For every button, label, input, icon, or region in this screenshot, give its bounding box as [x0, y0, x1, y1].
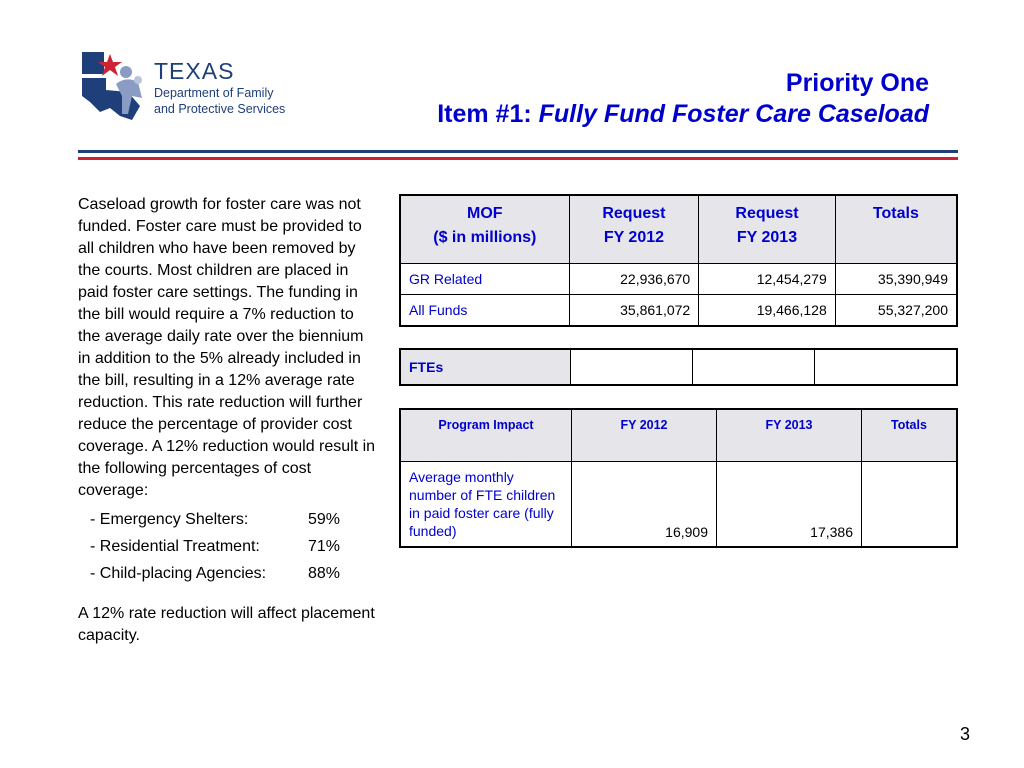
mof-table — [399, 194, 958, 327]
bullet-value: 88% — [308, 565, 341, 582]
table-header-row — [400, 195, 957, 264]
cell-fy2012 — [571, 349, 693, 385]
row-label: Average monthly number of FTE children in paid foster care (fully funded) — [400, 462, 572, 548]
header-rule-blue — [78, 150, 958, 153]
row-label: All Funds — [400, 295, 569, 327]
table-row — [400, 462, 957, 548]
logo-protective-text: and Protective Services — [154, 102, 286, 116]
page-number: 3 — [959, 724, 970, 744]
cell-total: 35,390,949 — [835, 264, 957, 295]
table-row — [400, 349, 957, 385]
logo-texas-text: TEXAS — [154, 58, 235, 84]
bullet-label: - Child-placing Agencies: — [90, 565, 267, 582]
program-impact-table — [399, 408, 958, 548]
cell-fy2013: 17,386 — [717, 462, 862, 548]
cell-total — [862, 462, 958, 548]
bullet-value: 71% — [308, 538, 341, 555]
cell-fy2012: 35,861,072 — [569, 295, 699, 327]
table-row — [400, 264, 957, 295]
body-paragraph: Caseload growth for foster care was not funded. Foster care must be provided to all children who have been removed by the courts. Most children are placed in paid foster care settings. The funding in the bill would require a 7% reduction to the average daily rate over the biennium in addition to the 5% already included in the bill, resulting in a 12% average rate reduction. This rate reduction will further reduce the percentage of provider cost coverage. A 12% reduction would result in the following percentages of cost coverage: — [78, 196, 376, 499]
header-mof: MOF ($ in millions) — [400, 195, 569, 264]
bullet-value: 59% — [308, 511, 341, 528]
dfps-logo — [80, 50, 290, 125]
cell-fy2012: 16,909 — [572, 462, 717, 548]
cell-fy2013: 19,466,128 — [699, 295, 836, 327]
header-fy2013: FY 2013 — [717, 409, 862, 462]
list-item — [78, 506, 378, 533]
bullet-label: - Residential Treatment: — [90, 538, 260, 555]
table-row — [400, 295, 957, 327]
slide-title — [437, 68, 929, 130]
header-rule-red — [78, 157, 958, 160]
bullet-label: - Emergency Shelters: — [90, 511, 249, 528]
cell-fy2013: 12,454,279 — [699, 264, 836, 295]
row-label: GR Related — [400, 264, 569, 295]
closing-paragraph: A 12% rate reduction will affect placement capacity. — [78, 605, 375, 644]
list-item — [78, 560, 378, 587]
list-item — [78, 533, 378, 560]
cell-total — [815, 349, 957, 385]
logo-department-text: Department of Family — [154, 86, 274, 100]
title-italic: Fully Fund Foster Care Caseload — [538, 100, 929, 128]
title-line-2 — [437, 98, 929, 130]
title-line-1: Priority One — [785, 69, 929, 97]
header-totals: Totals — [835, 195, 957, 264]
cell-fy2013 — [693, 349, 815, 385]
body-text — [78, 194, 378, 647]
title-prefix: Item #1: — [437, 100, 539, 128]
cell-total: 55,327,200 — [835, 295, 957, 327]
header-fy2012: Request FY 2012 — [569, 195, 699, 264]
texas-figures-icon — [80, 50, 152, 122]
fte-label: FTEs — [400, 349, 571, 385]
header-fy2012: FY 2012 — [572, 409, 717, 462]
table-header-row — [400, 409, 957, 462]
cell-fy2012: 22,936,670 — [569, 264, 699, 295]
header-fy2013: Request FY 2013 — [699, 195, 836, 264]
coverage-list — [78, 506, 378, 587]
fte-table — [399, 348, 958, 386]
header-program-impact: Program Impact — [400, 409, 572, 462]
header-totals: Totals — [862, 409, 958, 462]
